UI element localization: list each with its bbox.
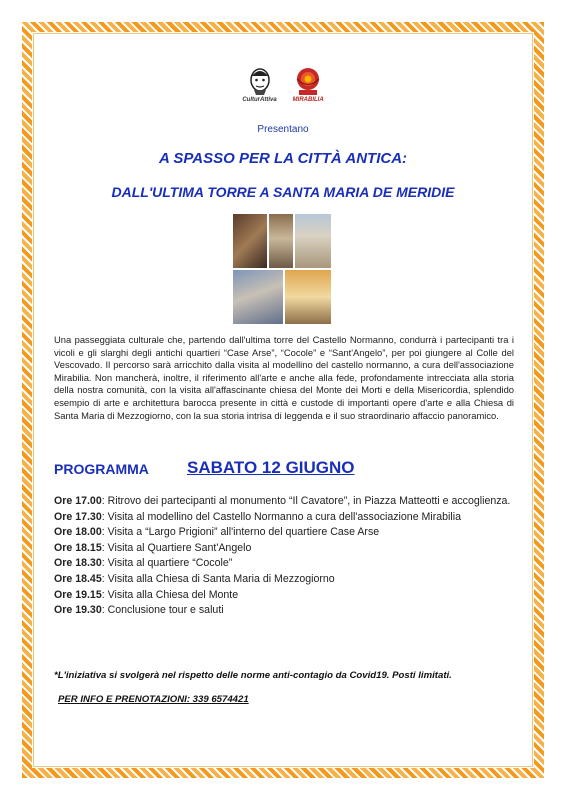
photo-collage — [233, 214, 333, 324]
mirabilia-logo — [293, 66, 324, 103]
schedule-time: Ore 18.45 — [54, 572, 102, 585]
mirabilia-logo-text: MIRABILIA — [292, 97, 324, 103]
culturattiva-logo-text: CulturAttiva — [242, 97, 277, 103]
schedule-item — [54, 510, 514, 526]
schedule-time: Ore 19.15 — [54, 588, 102, 601]
schedule-list — [54, 494, 514, 619]
programma-header — [54, 458, 514, 480]
schedule-text: : Visita alla Chiesa di Santa Maria di Mezzogiorno — [101, 572, 335, 585]
schedule-item — [54, 525, 514, 541]
culturattiva-logo — [242, 68, 276, 103]
event-description: Una passeggiata culturale che, partendo dall'ultima torre del Castello Normanno, condurrà i partecipanti tra i vicoli e gli slarghi degli antichi quartieri “Case Arse”, “Cocole” e “Sant'Angelo”, per poi giungere al Colle del Vescovado. Il percorso sarà arricchito dalla visita al modellino del castello normanno, a cura dell'associazione Mirabilia. Non mancherà, inoltre, il riferimento all'arte e anche alla fede, profondamente intrecciata alla storia della nostra comunità, con la visita all'affascinante chiesa del Monte dei Morti e della Misericordia, splendido esempio di arte e architettura barocca presente in città e custode di importanti opere d'arte e alla Chiesa di Santa Maria di Mezzogiorno, con la sua storia intrisa di leggenda e il suo straordinario affaccio panoramico. — [54, 334, 514, 421]
schedule-item — [54, 572, 514, 588]
schedule-text: : Visita al Quartiere Sant'Angelo — [101, 541, 252, 554]
event-subtitle: DALL'ULTIMA TORRE A SANTA MARIA DE MERIDIE — [111, 184, 455, 200]
photo-fresco — [233, 270, 283, 324]
schedule-time: Ore 18.15 — [54, 541, 102, 554]
photo-alley — [285, 270, 331, 324]
schedule-text: : Visita a “Largo Prigioni” all'interno del quartiere Case Arse — [101, 526, 380, 539]
schedule-text: : Conclusione tour e saluti — [101, 604, 224, 617]
schedule-text: : Visita al quartiere “Cocole” — [101, 557, 233, 570]
schedule-time: Ore 17.00 — [54, 495, 102, 507]
presentano-label: Presentano — [257, 124, 309, 135]
photo-street — [269, 214, 293, 268]
event-date: SABATO 12 GIUGNO — [187, 458, 355, 477]
schedule-time: Ore 18.00 — [54, 526, 102, 539]
photo-church-interior — [233, 214, 267, 268]
schedule-item — [54, 556, 514, 572]
schedule-text: : Visita alla Chiesa del Monte — [101, 588, 239, 601]
schedule-item — [54, 603, 514, 619]
rose-emblem-icon — [293, 66, 323, 96]
programma-label: PROGRAMMA — [54, 461, 149, 477]
covid-note: *L'iniziativa si svolgerà nel rispetto delle norme anti-contagio da Covid19. Posti limitati. — [54, 670, 452, 681]
schedule-time: Ore 17.30 — [54, 510, 102, 523]
schedule-item — [54, 494, 514, 510]
booking-info: PER INFO E PRENOTAZIONI: 339 6574421 — [58, 694, 249, 705]
logos — [0, 66, 566, 103]
schedule-item — [54, 588, 514, 604]
schedule-time: Ore 18.30 — [54, 557, 102, 570]
event-title: A SPASSO PER LA CITTÀ ANTICA: — [158, 150, 408, 167]
schedule-text: : Visita al modellino del Castello Normanno a cura dell'associazione Mirabilia — [101, 510, 461, 523]
face-portrait-icon — [245, 68, 275, 96]
photo-tower — [295, 214, 331, 268]
schedule-item — [54, 541, 514, 557]
schedule-text: : Ritrovo dei partecipanti al monumento “Il Cavatore”, in Piazza Matteotti e accoglienza. — [101, 495, 511, 507]
schedule-time: Ore 19.30 — [54, 604, 102, 617]
